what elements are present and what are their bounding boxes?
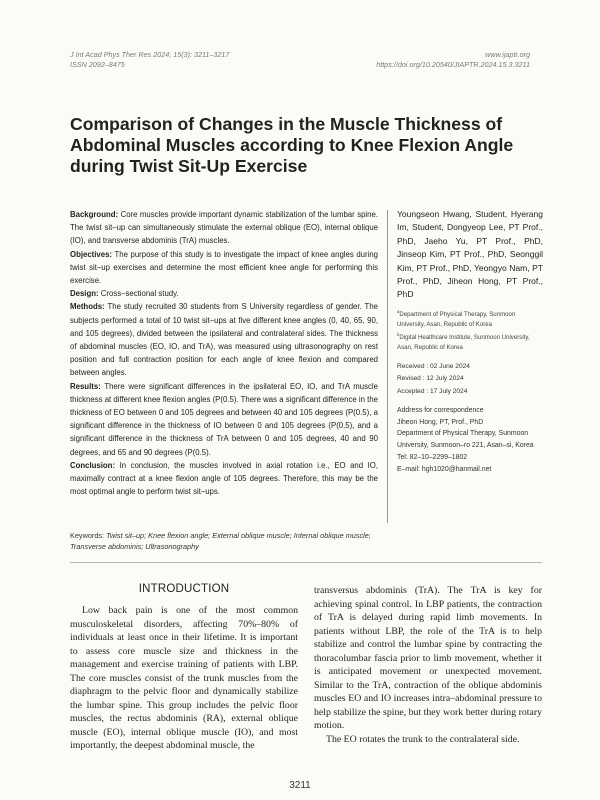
abstract-design: Design: Cross–sectional study. <box>70 289 179 299</box>
objectives-label: Objectives: <box>70 249 113 259</box>
journal-header <box>70 50 229 70</box>
journal-links <box>376 50 530 70</box>
journal-site-link[interactable]: www.ijaptr.org <box>485 50 530 59</box>
body-column-right <box>314 584 542 746</box>
section-heading: INTRODUCTION <box>138 583 230 595</box>
correspondence-dept: Department of Physical Therapy, Sunmoon University, Sunmoon–ro 221, Asan–si, Korea <box>397 430 534 450</box>
abstract-conclusion: Conclusion: In conclusion, the muscles involved in axial rotation i.e., EO and IO, maximally contract at a knee flexion angle of 105 degrees. Therefore, this may be the most optimal angle to perform twist sit–ups. <box>70 460 378 497</box>
conclusion-label: Conclusion: <box>70 460 116 470</box>
divider <box>70 562 542 563</box>
author-sidebar <box>397 208 543 475</box>
body-column-left <box>70 604 298 753</box>
paper-title: Comparison of Changes in the Muscle Thickness of Abdominal Muscles according to Knee Flexion Angle during Twist Sit-Up Exercise <box>70 114 514 176</box>
design-label: Design: <box>70 289 99 299</box>
keywords-text: Twist sit–up; Knee flexion angle; External oblique muscle; Internal oblique muscle; Transverse abdominis; Ultrasonography <box>70 531 371 552</box>
abstract-methods: Methods: The study recruited 30 students from S University regardless of gender. The subjects performed a total of 10 twist sit–ups at five different knee angles (0, 40, 65, 90, and 105 degrees), divided between the ipsilateral and contralateral sides. The thickness of abdominal muscles (EO, IO, and TrA), was measured using ultrasonography on rest position and full contraction position for each angle of knee flexion and compared between angles. <box>70 302 378 378</box>
doi-link[interactable]: https://doi.org/10.20540/JIAPTR.2024.15.3.3211 <box>376 60 530 69</box>
abstract-objectives: Objectives: The purpose of this study is to investigate the impact of knee angles during twist sit–up exercises and determine the most efficient knee angle for performing this exercise. <box>70 249 378 286</box>
intro-paragraph-1: Low back pain is one of the most common musculoskeletal disorders, affecting 70%–80% of individuals at least once in their lifetime. It is important to assess core muscle size and thickness in the management and exercise training of patients with LBP. The core muscles consist of the trunk muscles from the diaphragm to the pelvic floor and dynamically stabilize the lumbar spine. This group includes the pelvic floor muscles, the rectus abdominis (RA), external oblique muscle (EO), internal oblique muscle (IO), and most importantly, the deepest abdominal muscle, the <box>70 605 298 751</box>
results-label: Results: <box>70 381 101 391</box>
affiliation-b: $^b$Digital Healthcare Institute, Sunmoon University, Asan, Republic of Korea <box>397 331 530 352</box>
correspondence <box>397 405 543 475</box>
keywords-label: Keywords: <box>70 531 105 540</box>
author-list: Youngseon Hwang, Student, Hyerang Im, Student, Dongyeop Lee, PT Prof., PhD, Jaeho Yu, PT Prof., PhD, Jinseop Kim, PT Prof., PhD, Seonggil Kim, PT Prof., PhD, Yeongyo Nam, PT Prof., PhD, Jiheon Hong, PT Prof., PhD <box>397 209 543 300</box>
correspondence-email[interactable]: E–mail: hgh1020@hanmail.net <box>397 465 492 473</box>
revised-date: Revised : 12 July 2024 <box>397 375 464 383</box>
abstract-background: Background: Core muscles provide important dynamic stabilization of the lumbar spine. The twist sit–up can simultaneously stimulate the external oblique (EO), internal oblique (IO), and transverse abdominis (TrA) muscles. <box>70 210 378 246</box>
correspondence-name: Jiheon Hong, PT, Prof., PhD <box>397 418 484 426</box>
received-date: Received : 02 June 2024 <box>397 362 470 370</box>
background-label: Background: <box>70 210 119 219</box>
journal-citation: J Int Acad Phys Ther Res 2024; 15(3): 3211–3217 <box>70 50 230 59</box>
methods-label: Methods: <box>70 302 105 312</box>
column-divider <box>387 210 388 523</box>
affiliations <box>397 310 543 354</box>
issn: ISSN 2092–8475 <box>70 60 125 69</box>
affiliation-a: $^a$Department of Physical Therapy, Sunmoon University, Asan, Republic of Korea <box>397 308 516 329</box>
intro-paragraph-3: The EO rotates the trunk to the contralateral side. <box>326 733 520 745</box>
intro-paragraph-2: transversus abdominis (TrA). The TrA is key for achieving spinal control. In LBP patients, the contraction of TrA is delayed during rapid limb movements. In patients without LBP, the role of the TrA is to help stabilize and control the lumbar spine by contracting the thoracolumbar fascia prior to limb movement, whether it is anticipated movement or unexpected movement. Similar to the TrA, contraction of the oblique abdominis muscles EO and IO increases intra–abdominal pressure to help stabilize the spine, but they work better during rotary motion. <box>314 585 542 731</box>
accepted-date: Accepted : 17 July 2024 <box>397 387 468 395</box>
article-dates <box>397 361 543 398</box>
abstract-results: Results: There were significant differences in the ipsilateral EO, IO, and TrA muscle thickness at different knee flexion angles (P(0.5). There was a significant difference in the thickness of EO between 0 and 105 degrees and between 40 and 105 degrees (P(0.5), a significant difference in the thickness of IO between 0 and 105 degrees (P(0.5), and a significant difference in the thickness of TrA between 0 and 105 degrees, 40 and 90 degrees, and 65 and 90 degrees (P(0.5). <box>70 381 378 457</box>
correspondence-label: Address for correspondence <box>397 407 484 415</box>
keywords <box>70 530 380 552</box>
page-number: 3211 <box>289 780 311 791</box>
correspondence-tel: Tel: 82–10–2299–1802 <box>397 453 468 461</box>
abstract <box>70 208 378 498</box>
